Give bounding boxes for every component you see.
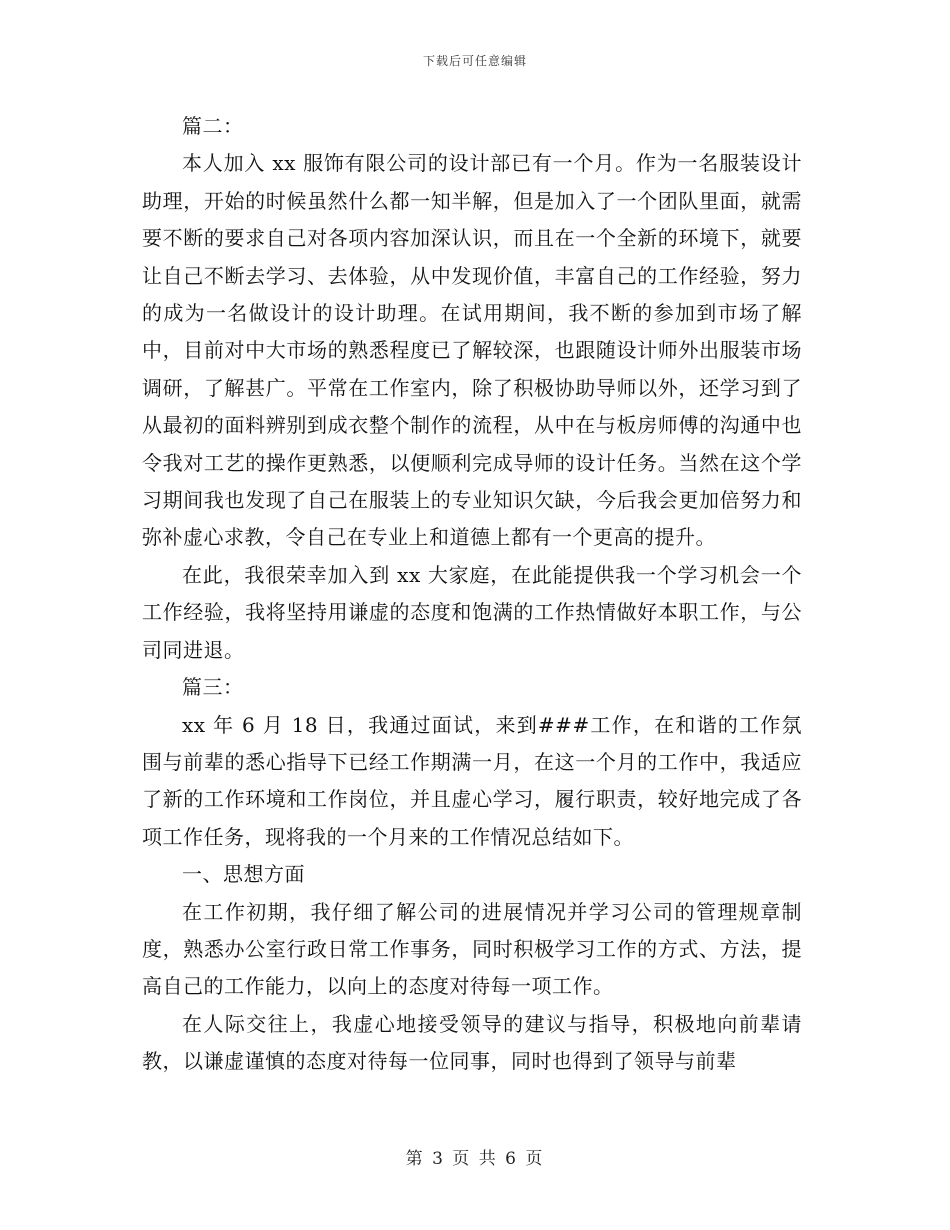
paragraph: 在工作初期，我仔细了解公司的进展情况并学习公司的管理规章制度，熟悉办公室行政日常工作事务，同时积极学习工作的方式、方法，提高自己的工作能力，以向上的态度对待每一项工作。 (142, 899, 802, 999)
paragraph: 本人加入 xx 服饰有限公司的设计部已有一个月。作为一名服装设计助理，开始的时候虽然什么都一知半解，但是加入了一个团队里面，就需要不断的要求自己对各项内容加深认识，而且在一个全新的环境下，就要让自己不断去学习、去体验，从中发现价值，丰富自己的工作经验，努力的成为一名做设计的设计助理。在试用期间，我不断的参加到市场了解中，目前对中大市场的熟悉程度已了解较深，也跟随设计师外出服装市场调研，了解甚广。平常在工作室内，除了积极协助导师以外，还学习到了从最初的面料辨别到成衣整个制作的流程，从中在与板房师傅的沟通中也令我对工艺的操作更熟悉，以便顺利完成导师的设计任务。当然在这个学习期间我也发现了自己在服装上的专业知识欠缺，今后我会更加倍努力和弥补虚心求教，令自己在专业上和道德上都有一个更高的提升。 (142, 151, 802, 550)
page-footer: 第 3 页 共 6 页 (405, 1149, 545, 1169)
paragraph: 在人际交往上，我虚心地接受领导的建议与指导，积极地向前辈请教，以谦虚谨慎的态度对待每一位同事，同时也得到了领导与前辈 (142, 1011, 802, 1074)
document-body (142, 108, 802, 1081)
subsection-heading: 一、思想方面 (182, 862, 305, 887)
section-heading-3: 篇三： (182, 675, 244, 700)
paragraph: xx 年 6 月 18 日，我通过面试，来到###工作，在和谐的工作氛围与前辈的悉心指导下已经工作期满一月，在这一个月的工作中，我适应了新的工作环境和工作岗位，并且虚心学习，履行职责，较好地完成了各项工作任务，现将我的一个月来的工作情况总结如下。 (142, 712, 802, 849)
section-heading-2: 篇二： (182, 114, 244, 138)
paragraph: 在此，我很荣幸加入到 xx 大家庭，在此能提供我一个学习机会一个工作经验，我将坚持用谦虚的态度和饱满的工作热情做好本职工作，与公司同进退。 (142, 562, 802, 662)
page-header: 下载后可任意编辑 (422, 54, 527, 68)
